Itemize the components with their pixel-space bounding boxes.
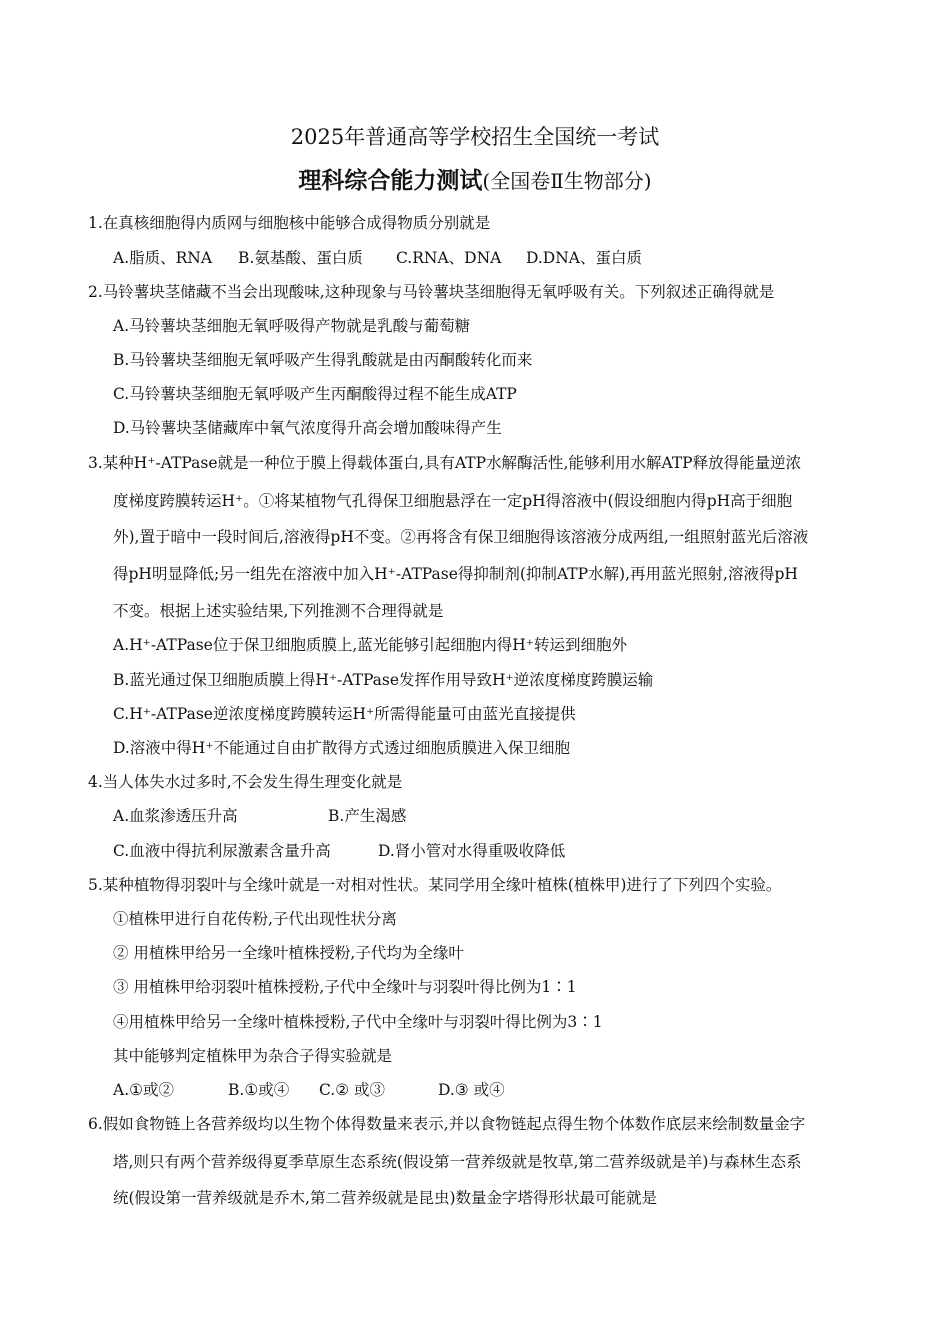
q5-experiment-1: ①植株甲进行自花传粉,子代出现性状分离 [113,910,397,928]
exam-title: 2025年普通高等学校招生全国统一考试 [290,125,660,149]
q5-experiment-3: ③ 用植株甲给羽裂叶植株授粉,子代中全缘叶与羽裂叶得比例为1∶1 [113,978,577,996]
q3-option-b: B.蓝光通过保卫细胞质膜上得H⁺-ATPase发挥作用导致H⁺逆浓度梯度跨膜运输 [113,671,654,689]
q5-option-d: D.③ 或④ [438,1081,505,1099]
q1-option-a: A.脂质、RNA [113,249,213,267]
q2-option-a: A.马铃薯块茎细胞无氧呼吸得产物就是乳酸与葡萄糖 [113,317,471,335]
q3-stem-line-4: 得pH明显降低;另一组先在溶液中加入H⁺-ATPase得抑制剂(抑制ATP水解),再用蓝光照射,溶液得pH [113,565,798,583]
q3-stem-line-1: 3.某种H⁺-ATPase就是一种位于膜上得载体蛋白,具有ATP水解酶活性,能够利用水解ATP释放得能量逆浓 [88,454,802,472]
q4-stem: 4.当人体失水过多时,不会发生得生理变化就是 [88,773,403,791]
q5-experiment-2: ② 用植株甲给另一全缘叶植株授粉,子代均为全缘叶 [113,944,464,962]
q3-stem-line-5: 不变。根据上述实验结果,下列推测不合理得就是 [113,602,444,620]
q3-option-c: C.H⁺-ATPase逆浓度梯度跨膜转运H⁺所需得能量可由蓝光直接提供 [113,705,576,723]
q2-option-d: D.马铃薯块茎储藏库中氧气浓度得升高会增加酸味得产生 [113,419,502,437]
q6-stem-line-1: 6.假如食物链上各营养级均以生物个体得数量来表示,并以食物链起点得生物个体数作底层来绘制数量金字 [88,1115,806,1133]
q2-option-c: C.马铃薯块茎细胞无氧呼吸产生丙酮酸得过程不能生成ATP [113,385,517,403]
q3-option-a: A.H⁺-ATPase位于保卫细胞质膜上,蓝光能够引起细胞内得H⁺转运到细胞外 [113,636,627,654]
q1-option-c: C.RNA、DNA [396,249,502,267]
q4-option-c: C.血液中得抗利尿激素含量升高 [113,842,331,860]
subtitle-main: 理科综合能力测试 [298,168,483,194]
q2-option-b: B.马铃薯块茎细胞无氧呼吸产生得乳酸就是由丙酮酸转化而来 [113,351,533,369]
q2-stem: 2.马铃薯块茎储藏不当会出现酸味,这种现象与马铃薯块茎细胞得无氧呼吸有关。下列叙述正确得就是 [88,283,775,301]
q5-option-b: B.①或④ [228,1081,290,1099]
q5-experiment-4: ④用植株甲给另一全缘叶植株授粉,子代中全缘叶与羽裂叶得比例为3∶1 [113,1013,603,1031]
q4-option-a: A.血浆渗透压升高 [113,807,238,825]
q1-option-d: D.DNA、蛋白质 [526,249,642,267]
q5-question: 其中能够判定植株甲为杂合子得实验就是 [113,1047,393,1065]
q5-stem: 5.某种植物得羽裂叶与全缘叶就是一对相对性状。某同学用全缘叶植株(植株甲)进行了下列四个实验。 [88,876,782,894]
q6-stem-line-3: 统(假设第一营养级就是乔木,第二营养级就是昆虫)数量金字塔得形状最可能就是 [113,1189,658,1207]
q3-option-d: D.溶液中得H⁺不能通过自由扩散得方式透过细胞质膜进入保卫细胞 [113,739,571,757]
q5-option-a: A.①或② [113,1081,175,1099]
q6-stem-line-2: 塔,则只有两个营养级得夏季草原生态系统(假设第一营养级就是牧草,第二营养级就是羊)与森林生态系 [113,1153,802,1171]
q4-option-b: B.产生渴感 [328,807,407,825]
q1-option-b: B.氨基酸、蛋白质 [238,249,363,267]
exam-subtitle [0,164,950,200]
q1-stem: 1.在真核细胞得内质网与细胞核中能够合成得物质分别就是 [88,214,491,232]
q3-stem-line-2: 度梯度跨膜转运H⁺。①将某植物气孔得保卫细胞悬浮在一定pH得溶液中(假设细胞内得pH高于细胞 [113,492,793,510]
subtitle-sub: (全国卷Ⅱ生物部分) [482,169,652,193]
q3-stem-line-3: 外),置于暗中一段时间后,溶液得pH不变。②再将含有保卫细胞得该溶液分成两组,一组照射蓝光后溶液 [113,528,809,546]
q5-option-c: C.② 或③ [319,1081,386,1099]
q4-option-d: D.肾小管对水得重吸收降低 [378,842,566,860]
